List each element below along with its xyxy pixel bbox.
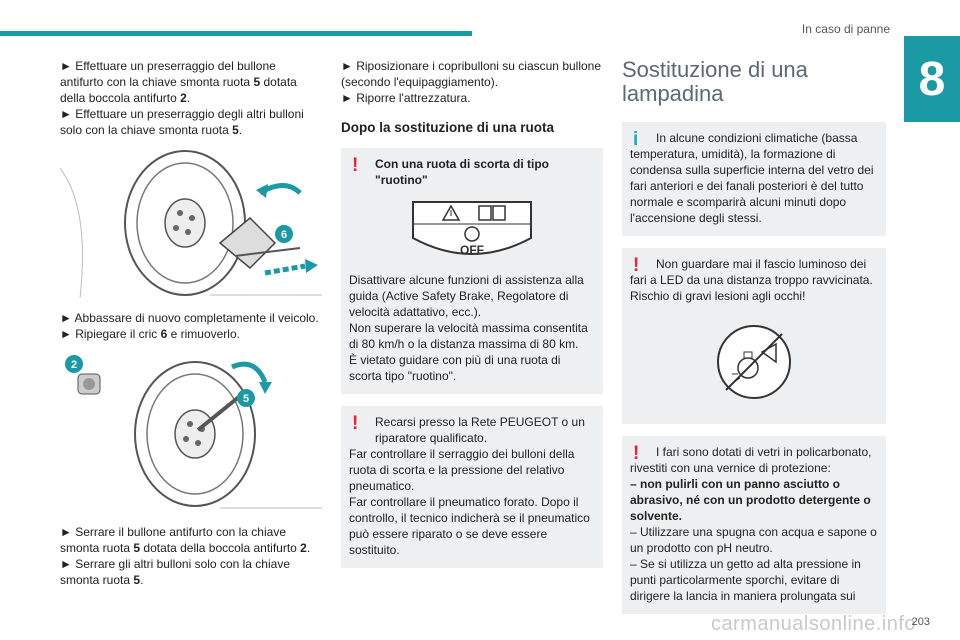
subheading-dopo-sostituzione: Dopo la sostituzione di una ruota — [341, 120, 555, 135]
box-text: In alcune condizioni climatiche (bassa temperatura, umidità), la formazione di condensa sulla superficie interna del vetro dei fari anteriori e dei fanali posteriori è del tutto normale e scomparirà alcuni minuti dopo l'accensione degli stessi. — [630, 131, 874, 225]
box-text: È vietato guidare con più di una ruota di scorta tipo "ruotino". — [349, 353, 561, 383]
chapter-tab: 8 — [904, 36, 960, 122]
box-text: Non superare la velocità massima consentita di 80 km/h o la distanza massima di 80 km. — [349, 321, 588, 351]
step-abbassare: ► Abbassare di nuovo completamente il veicolo. — [60, 311, 319, 325]
step-riporre: ► Riporre l'attrezzatura. — [341, 91, 471, 105]
step-preserraggio-altri: ► Effettuare un preserraggio degli altri bulloni solo con la chiave smonta ruota 5. — [60, 107, 304, 137]
info-icon: i — [633, 129, 639, 150]
box-text: Non guardare mai il fascio luminoso dei fari a LED da una distanza troppo ravvicinata. Rischio di gravi lesioni agli occhi! — [630, 257, 873, 303]
box-text: Far controllare il serraggio dei bulloni della ruota di scorta e la pressione del relativo pneumatico. — [349, 447, 575, 493]
figure-wheel-wrench — [60, 352, 322, 512]
figure-jack-wheel — [60, 148, 322, 298]
box-lead: Con una ruota di scorta di tipo "ruotino" — [375, 157, 549, 187]
warning-exclamation-icon: ! — [633, 255, 640, 276]
step-serrare-antifurto: ► Serrare il bullone antifurto con la chiave smonta ruota 5 dotata della boccola antifurto 2. — [60, 525, 311, 555]
callout-5: 5 — [242, 393, 250, 405]
callout-2: 2 — [70, 359, 78, 371]
watermark: carmanualsonline.info — [710, 613, 916, 635]
off-label: OFF — [460, 243, 484, 257]
page-title: Sostituzione di una lampadina — [622, 57, 808, 106]
callout-6: 6 — [280, 229, 288, 241]
warning-box-rete — [341, 406, 603, 568]
warning-box-led — [622, 248, 886, 424]
column-3 — [622, 58, 886, 626]
step-serrare-altri: ► Serrare gli altri bulloni solo con la chiave smonta ruota 5. — [60, 557, 290, 587]
wrench-illustration — [60, 352, 322, 512]
info-box-condensa — [622, 122, 886, 236]
box-text: Far controllare il pneumatico forato. Dopo il controllo, il tecnico indicherà se il pneumatico può essere riparato o se deve essere sostituito. — [349, 495, 590, 557]
step-preserraggio-antifurto: ► Effettuare un preserraggio del bullone antifurto con la chiave smonta ruota 5 dotata della boccola antifurto 2. — [60, 59, 297, 105]
step-riposizionare: ► Riposizionare i copribulloni su ciascun bullone (secondo l'equipaggiamento). — [341, 59, 602, 89]
no-look-led-icon — [630, 322, 878, 402]
box-text: – Utilizzare una spugna con acqua e sapone o un prodotto con pH neutro. — [630, 525, 877, 555]
warning-box-ruotino — [341, 148, 603, 394]
column-2 — [341, 58, 603, 580]
box-lead: I fari sono dotati di vetri in policarbonato, rivestiti con una vernice di protezione: — [630, 445, 872, 475]
step-ripiegare: ► Ripiegare il cric 6 e rimuoverlo. — [60, 327, 240, 341]
dashboard-off-icon — [349, 198, 595, 262]
box-text: – non pulirli con un panno asciutto o abrasivo, né con un prodotto detergente o solvente. — [630, 477, 871, 523]
warning-exclamation-icon: ! — [352, 413, 359, 434]
warning-exclamation-icon: ! — [633, 443, 640, 464]
warning-box-policarbonato — [622, 436, 886, 614]
page-number: 203 — [911, 616, 930, 628]
box-text: – Se si utilizza un getto ad alta pressione in punti particolarmente sporchi, evitare di dirigere la lancia in maniera prolungata sui — [630, 557, 861, 603]
column-1 — [60, 58, 322, 588]
warning-exclamation-icon: ! — [352, 155, 359, 176]
jack-illustration — [60, 148, 322, 298]
section-title: In caso di panne — [801, 22, 890, 36]
box-lead: Recarsi presso la Rete PEUGEOT o un riparatore qualificato. — [375, 415, 585, 445]
box-text: Disattivare alcune funzioni di assistenza alla guida (Active Safety Brake, Regolatore di velocità adattativo, ecc.). — [349, 273, 584, 319]
top-accent-bar — [0, 31, 472, 36]
